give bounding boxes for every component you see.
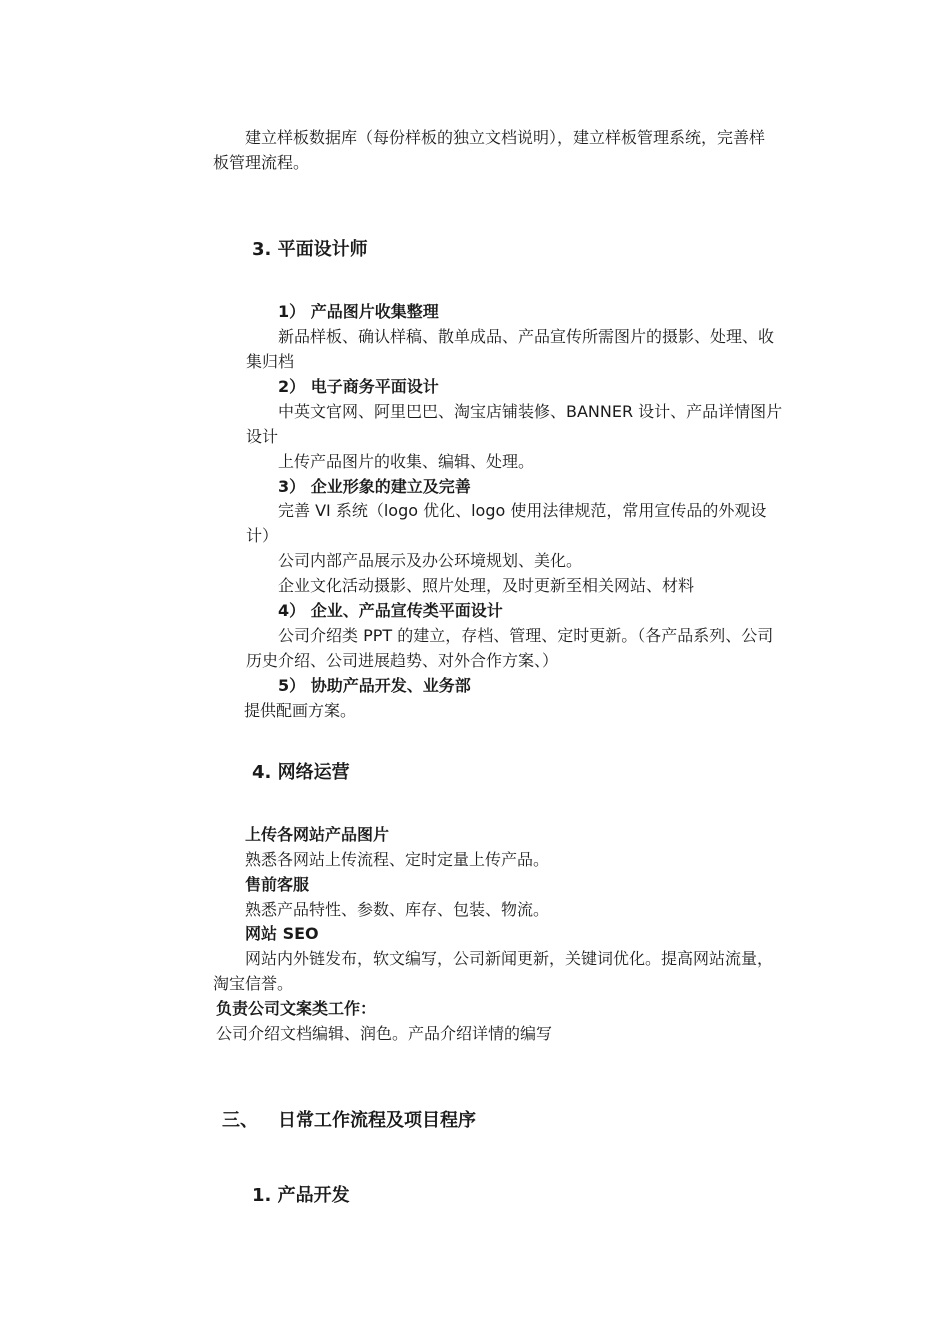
item-3-line-3: 公司内部产品展示及办公环境规划、美化。 (278, 551, 583, 570)
item-1-line-1: 新品样板、确认样稿、散单成品、产品宣传所需图片的摄影、处理、收 (278, 327, 775, 346)
item-1-title: 1） 产品图片收集整理 (278, 302, 439, 321)
item-4-line-2: 历史介绍、公司进展趋势、对外合作方案、） (246, 651, 559, 670)
block-upload-line-1: 熟悉各网站上传流程、定时定量上传产品。 (245, 850, 550, 869)
section-4-heading: 4. 网络运营 (252, 762, 350, 783)
section-3-heading: 3. 平面设计师 (252, 239, 368, 260)
block-copywriting-title: 负责公司文案类工作： (216, 999, 377, 1018)
block-seo-title: 网站 SEO (245, 924, 319, 943)
item-2-line-1: 中英文官网、阿里巴巴、淘宝店铺装修、BANNER 设计、产品详情图片 (278, 402, 783, 421)
block-presales-line-1: 熟悉产品特性、参数、库存、包装、物流。 (245, 900, 550, 919)
item-5-line-1: 提供配画方案。 (244, 701, 357, 720)
item-3-line-4: 企业文化活动摄影、照片处理，及时更新至相关网站、材料 (278, 576, 695, 595)
item-3-title: 3） 企业形象的建立及完善 (278, 477, 471, 496)
item-2-line-2: 设计 (246, 427, 279, 446)
block-upload-title: 上传各网站产品图片 (245, 825, 390, 844)
item-2-title: 2） 电子商务平面设计 (278, 377, 439, 396)
block-seo-line-2: 淘宝信誉。 (213, 974, 294, 993)
item-3-line-1: 完善 VI 系统（logo 优化、logo 使用法律规范，常用宣传品的外观设 (278, 501, 767, 520)
block-seo-line-1: 网站内外链发布，软文编写，公司新闻更新，关键词优化。提高网站流量， (245, 949, 774, 968)
section-1-heading: 1. 产品开发 (252, 1185, 350, 1206)
item-4-title: 4） 企业、产品宣传类平面设计 (278, 601, 503, 620)
item-4-line-1: 公司介绍类 PPT 的建立，存档、管理、定时更新。（各产品系列、公司 (278, 626, 774, 645)
block-presales-title: 售前客服 (245, 875, 310, 894)
intro-line-1: 建立样板数据库（每份样板的独立文档说明），建立样板管理系统，完善样 (245, 128, 766, 147)
intro-line-2: 板管理流程。 (213, 153, 310, 172)
item-1-line-2: 集归档 (246, 352, 295, 371)
item-5-title: 5） 协助产品开发、业务部 (278, 676, 471, 695)
block-copywriting-line-1: 公司介绍文档编辑、润色。产品介绍详情的编写 (216, 1024, 553, 1043)
item-3-line-2: 计） (246, 526, 279, 545)
chapter-3-number: 三、 (222, 1110, 258, 1131)
item-2-line-3: 上传产品图片的收集、编辑、处理。 (278, 452, 535, 471)
chapter-3-title: 日常工作流程及项目程序 (278, 1110, 476, 1131)
